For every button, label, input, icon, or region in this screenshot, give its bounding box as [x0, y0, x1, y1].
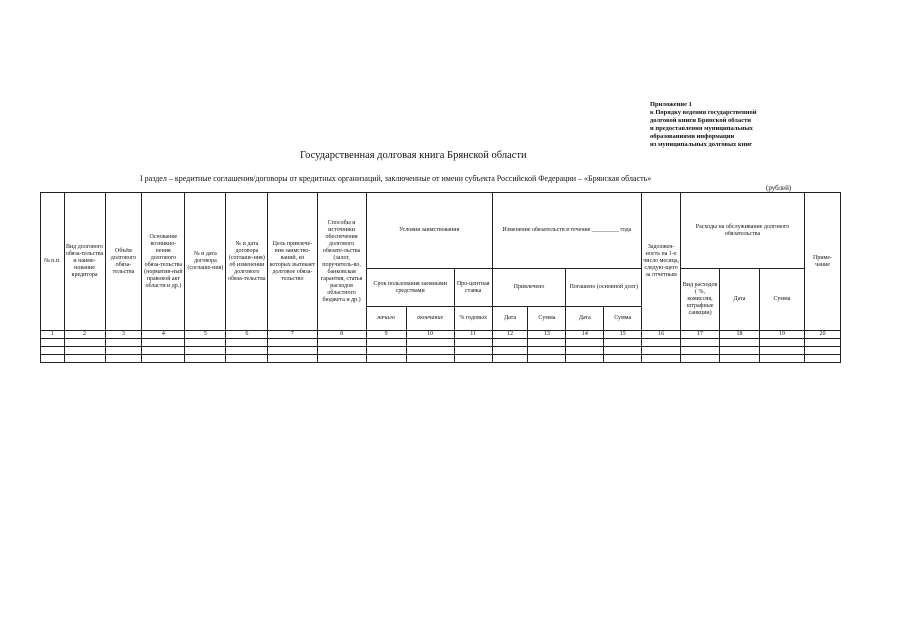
- column-number: 5: [185, 331, 226, 339]
- table-cell: [317, 355, 366, 363]
- table-cell: [604, 339, 642, 347]
- table-cell: [105, 355, 142, 363]
- header-exp-sum: Сумма: [759, 269, 804, 331]
- table-cell: [105, 347, 142, 355]
- table-cell: [317, 347, 366, 355]
- column-number: 10: [406, 331, 454, 339]
- table-cell: [805, 339, 841, 347]
- header-percent: % годовых: [454, 307, 492, 331]
- table-cell: [268, 355, 317, 363]
- column-number: 8: [317, 331, 366, 339]
- header-basis: Основание возникно-вения долгового обяза-тельства (норматив-ный правовой акт области и др.): [142, 193, 185, 331]
- table-cell: [64, 347, 105, 355]
- appendix-block: [650, 101, 850, 149]
- header-volume: Объём долгового обяза-тельства: [105, 193, 142, 331]
- table-cell: [528, 355, 566, 363]
- column-number: 4: [142, 331, 185, 339]
- column-number-row: [41, 331, 841, 339]
- table-cell: [492, 355, 528, 363]
- header-start: начало: [366, 307, 406, 331]
- header-contract: № и дата договора (соглаше-ния): [185, 193, 226, 331]
- header-expenses: Расходы на обслуживание долгового обязательства: [681, 193, 805, 269]
- column-number: 7: [268, 331, 317, 339]
- table-cell: [41, 355, 65, 363]
- column-number: 15: [604, 331, 642, 339]
- table-cell: [642, 339, 681, 347]
- debt-book-table: [40, 192, 841, 363]
- appendix-line: образованиями информации: [650, 133, 735, 140]
- table-cell: [454, 355, 492, 363]
- table-cell: [64, 355, 105, 363]
- table-cell: [185, 355, 226, 363]
- header-row-1: [41, 193, 841, 269]
- header-note: Приме-чание: [805, 193, 841, 331]
- column-number: 9: [366, 331, 406, 339]
- table-cell: [226, 355, 268, 363]
- table-cell: [185, 347, 226, 355]
- table-cell: [142, 339, 185, 347]
- table-cell: [720, 339, 760, 347]
- header-exp-date: Дата: [720, 269, 760, 331]
- column-number: 2: [64, 331, 105, 339]
- table-cell: [366, 339, 406, 347]
- column-number: 20: [805, 331, 841, 339]
- table-cell: [268, 339, 317, 347]
- table-cell: [64, 339, 105, 347]
- appendix-line: Приложение 1: [650, 101, 692, 108]
- column-number: 12: [492, 331, 528, 339]
- header-end: окончание: [406, 307, 454, 331]
- table-cell: [492, 339, 528, 347]
- column-number: 11: [454, 331, 492, 339]
- table-cell: [185, 339, 226, 347]
- header-raised-sum: Сумма: [528, 307, 566, 331]
- header-conditions: Условия заимствования: [366, 193, 492, 269]
- table-row: [41, 355, 841, 363]
- table-cell: [366, 347, 406, 355]
- header-raised: Привлечено: [492, 269, 566, 307]
- appendix-line: к Порядку ведения государственной: [650, 109, 757, 116]
- header-debt: Задолжен-ность на 1-е число месяца, следую-щего за отчетным: [642, 193, 681, 331]
- table-cell: [681, 355, 720, 363]
- table-cell: [406, 347, 454, 355]
- table-cell: [642, 355, 681, 363]
- table-cell: [681, 347, 720, 355]
- table-cell: [528, 339, 566, 347]
- table-row: [41, 347, 841, 355]
- appendix-line: из муниципальных долговых книг: [650, 141, 753, 148]
- appendix-line: долговой книги Брянской области: [650, 117, 752, 124]
- table-cell: [566, 347, 604, 355]
- document-title: Государственная долговая книга Брянской области: [300, 150, 527, 161]
- table-cell: [142, 355, 185, 363]
- column-number: 13: [528, 331, 566, 339]
- units-label: (рублей): [766, 184, 792, 192]
- appendix-line: и предоставления муниципальных: [650, 125, 753, 132]
- table-cell: [454, 347, 492, 355]
- header-purpose: Цель привлече-ния заимство-ваний, из которых вытекает долговое обяза-тельство: [268, 193, 317, 331]
- table-cell: [454, 339, 492, 347]
- table-cell: [759, 347, 804, 355]
- header-raised-date: Дата: [492, 307, 528, 331]
- table-cell: [759, 355, 804, 363]
- table-cell: [805, 347, 841, 355]
- table-cell: [604, 347, 642, 355]
- table-cell: [720, 347, 760, 355]
- column-number: 19: [759, 331, 804, 339]
- table-cell: [805, 355, 841, 363]
- header-changes: Изменение обязательств в течение _________ года: [492, 193, 642, 269]
- column-number: 3: [105, 331, 142, 339]
- header-repaid-sum: Сумма: [604, 307, 642, 331]
- table-cell: [720, 355, 760, 363]
- header-exp-type: Вид расходов ( %, комиссия, штрафные санкции): [681, 269, 720, 331]
- table-cell: [268, 347, 317, 355]
- table-cell: [41, 339, 65, 347]
- header-repaid: Погашено (основной долг): [566, 269, 642, 307]
- table-cell: [105, 339, 142, 347]
- table-cell: [492, 347, 528, 355]
- table-cell: [317, 339, 366, 347]
- table-cell: [366, 355, 406, 363]
- header-creditor: Вид долгового обяза-тельства и наиме-нование кредитора: [64, 193, 105, 331]
- column-number: 18: [720, 331, 760, 339]
- table-cell: [406, 339, 454, 347]
- header-rate: Про-центная ставка: [454, 269, 492, 307]
- table-cell: [528, 347, 566, 355]
- table-cell: [566, 355, 604, 363]
- table-row: [41, 339, 841, 347]
- table-cell: [226, 339, 268, 347]
- table-cell: [759, 339, 804, 347]
- header-security: Способы и источники обеспечения долгового обязате-льства (залог, поручитель-во, банковская гарантия, статья расходов областного бюджета и др.): [317, 193, 366, 331]
- header-term: Срок пользования заемными средствами: [366, 269, 454, 307]
- header-repaid-date: Дата: [566, 307, 604, 331]
- table-cell: [566, 339, 604, 347]
- table-cell: [142, 347, 185, 355]
- table-cell: [226, 347, 268, 355]
- column-number: 1: [41, 331, 65, 339]
- column-number: 17: [681, 331, 720, 339]
- table-cell: [604, 355, 642, 363]
- column-number: 16: [642, 331, 681, 339]
- header-no: № п.п.: [41, 193, 65, 331]
- table-cell: [41, 347, 65, 355]
- header-contract-change: № и дата договора (соглаше-ния) об изменении долгового обяза-тельства: [226, 193, 268, 331]
- table-cell: [642, 347, 681, 355]
- column-number: 14: [566, 331, 604, 339]
- column-number: 6: [226, 331, 268, 339]
- table-cell: [406, 355, 454, 363]
- section-subtitle: I раздел – кредитные соглашения/договоры от кредитных организаций, заключенные от имени субъекта Российской Федерации – «Брянская область»: [140, 174, 652, 183]
- table-cell: [681, 339, 720, 347]
